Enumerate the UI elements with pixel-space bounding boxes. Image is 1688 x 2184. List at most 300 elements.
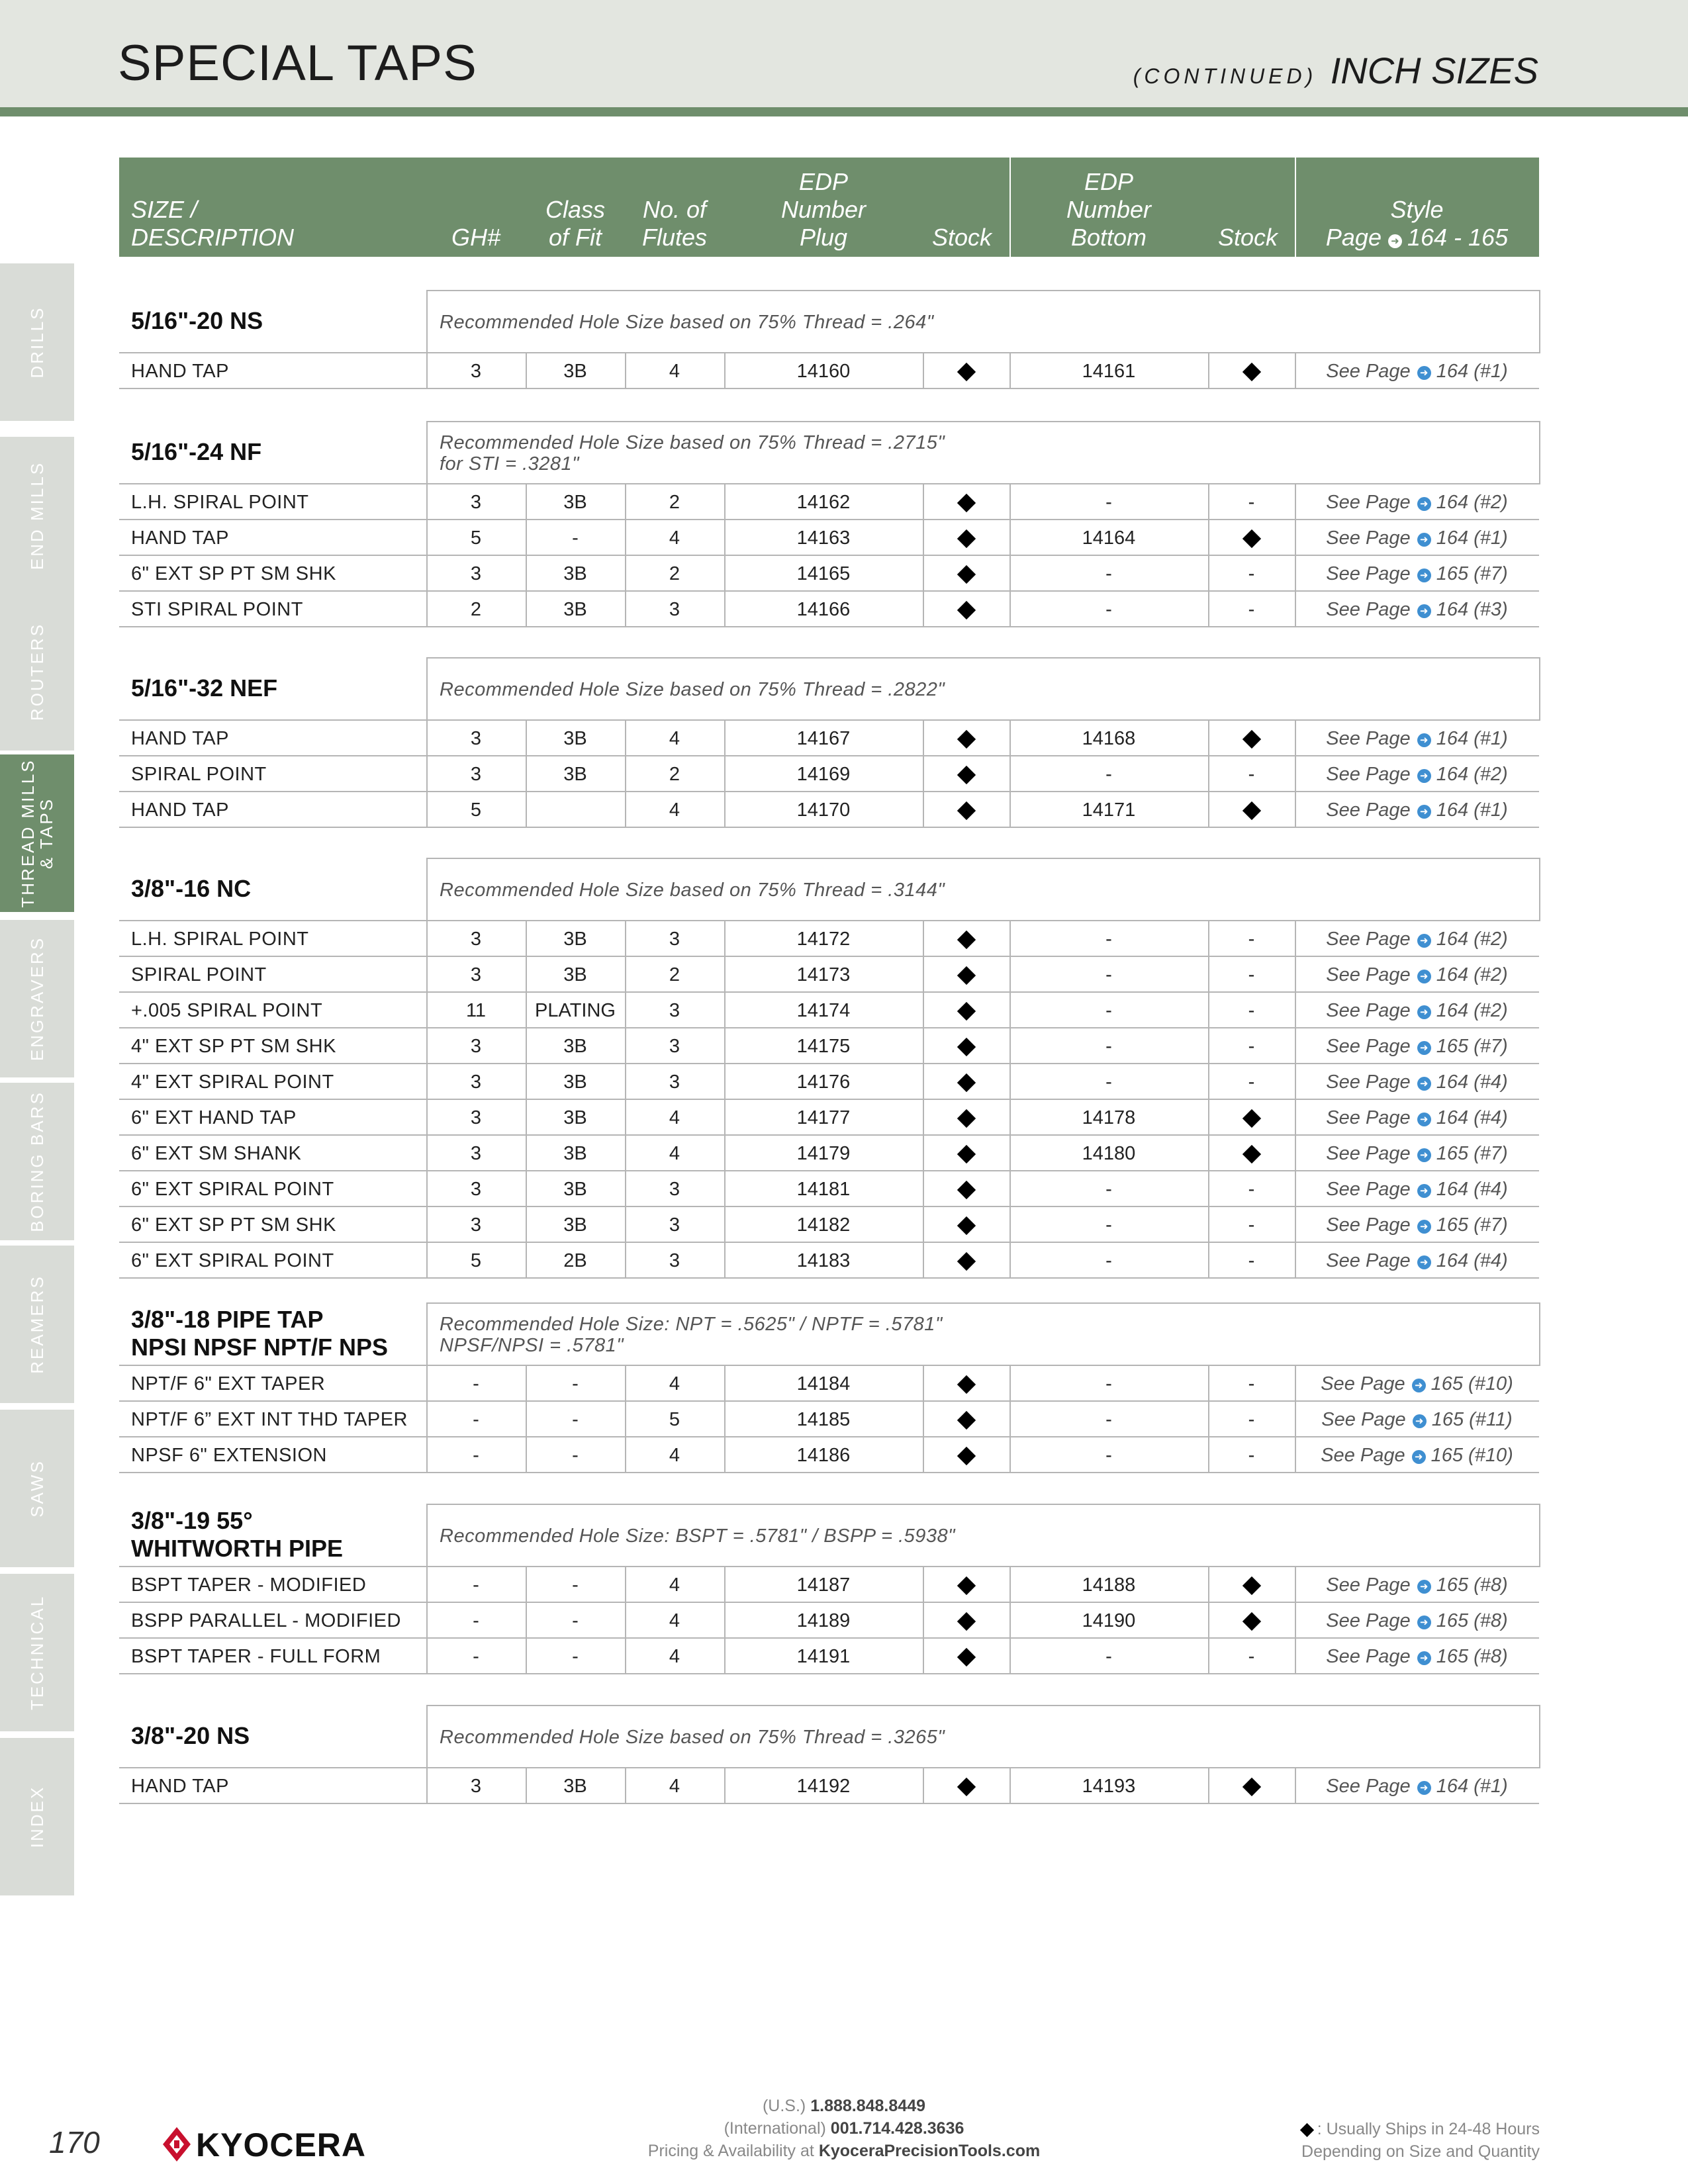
cell-style-ref — [1295, 592, 1539, 626]
style-page-ref[interactable]: 164 (#2) — [1436, 929, 1508, 950]
cell-edp-bottom: - — [1105, 1071, 1112, 1093]
side-tab-reamers[interactable] — [0, 1246, 74, 1403]
cell-edp-plug: 14186 — [796, 1445, 851, 1466]
cell-style-ref — [1295, 756, 1539, 791]
in-stock-diamond-icon — [957, 1216, 975, 1235]
cell-edp-bottom: - — [1105, 492, 1112, 513]
cell-edp-bottom: - — [1105, 1000, 1112, 1021]
cell-stock-plug — [923, 1768, 1009, 1803]
in-stock-diamond-icon — [957, 1002, 975, 1021]
cell-description: SPIRAL POINT — [131, 964, 267, 985]
cell-edp-bottom: 14161 — [1082, 361, 1136, 382]
table-row — [119, 719, 1539, 755]
cell-flute-count: 3 — [669, 929, 680, 950]
side-tab-label: INDEX — [27, 1785, 47, 1848]
style-page-ref[interactable]: 165 (#8) — [1436, 1646, 1508, 1667]
arrow-right-icon: ➜ — [1417, 569, 1431, 582]
style-page-ref[interactable]: 164 (#2) — [1436, 764, 1508, 785]
col-edp-bottom-line2: Number — [1066, 196, 1152, 223]
side-tab-label: ROUTERS — [27, 622, 47, 721]
cell-stock-plug — [923, 1028, 1009, 1063]
side-tab-drills[interactable] — [0, 263, 74, 421]
cell-gh-number: - — [473, 1646, 479, 1667]
in-stock-diamond-icon — [1242, 1612, 1260, 1631]
arrow-right-icon: ➜ — [1417, 1184, 1431, 1198]
cell-stock-plug — [923, 520, 1009, 555]
cell-gh-number: 3 — [470, 1214, 482, 1236]
cell-style-ref — [1295, 1243, 1539, 1277]
cell-edp-plug: 14185 — [796, 1409, 851, 1430]
cell-flute-count: 4 — [669, 1445, 680, 1466]
side-tab-label-line2: & TAPS — [36, 797, 56, 870]
table-row — [119, 483, 1539, 519]
col-gh-header: GH# — [451, 224, 501, 251]
cell-edp-plug: 14167 — [796, 728, 851, 749]
arrow-right-icon: ➜ — [1417, 805, 1431, 819]
arrow-right-icon: ➜ — [1417, 497, 1431, 511]
col-edp-plug-header — [724, 168, 923, 251]
cell-class-of-fit: 3B — [563, 1776, 587, 1797]
section-title-line: 5/16"-24 NF — [131, 438, 262, 465]
us-phone[interactable]: 1.888.848.8449 — [810, 2097, 925, 2115]
cell-edp-bottom: 14193 — [1082, 1776, 1136, 1797]
see-page-label: See Page — [1326, 563, 1411, 584]
cell-edp-plug: 14181 — [796, 1179, 851, 1200]
arrow-right-icon: ➜ — [1417, 1148, 1431, 1162]
cell-stock-plug — [923, 993, 1009, 1027]
cell-stock-plug — [923, 592, 1009, 626]
section-title — [131, 674, 277, 702]
recommended-hole-size-line: Recommended Hole Size based on 75% Thread = .2715" — [440, 432, 945, 453]
cell-gh-number: 3 — [470, 964, 482, 985]
col-class-line2: of Fit — [548, 224, 602, 251]
side-tab-saws[interactable] — [0, 1410, 74, 1567]
cell-description: BSPT TAPER - FULL FORM — [131, 1646, 381, 1667]
cell-class-of-fit: 3B — [563, 1071, 587, 1093]
cell-style-ref — [1295, 1366, 1539, 1400]
cell-stock-bottom: - — [1248, 1250, 1255, 1271]
table-row — [119, 1134, 1539, 1170]
cell-style-ref — [1295, 721, 1539, 755]
style-page-ref[interactable]: 164 (#2) — [1436, 964, 1508, 985]
arrow-right-icon: ➜ — [1388, 234, 1402, 248]
style-page-ref[interactable]: 164 (#1) — [1436, 361, 1508, 382]
cell-gh-number: 3 — [470, 728, 482, 749]
cell-flute-count: 3 — [669, 1179, 680, 1200]
style-page-ref[interactable]: 165 (#11) — [1431, 1409, 1513, 1430]
cell-style-ref — [1295, 1768, 1539, 1803]
side-tab-label: END MILLS — [27, 461, 47, 570]
cell-edp-bottom: 14164 — [1082, 527, 1136, 549]
cell-gh-number: 3 — [470, 361, 482, 382]
style-page-ref[interactable]: 165 (#10) — [1430, 1373, 1513, 1394]
cell-edp-plug: 14177 — [796, 1107, 851, 1128]
side-tab-index[interactable] — [0, 1738, 74, 1895]
side-tab-boring-bars[interactable] — [0, 1083, 74, 1240]
cell-stock-plug — [923, 792, 1009, 827]
in-stock-diamond-icon — [957, 1038, 975, 1056]
cell-edp-bottom: - — [1105, 764, 1112, 785]
style-page-ref[interactable]: 164 (#1) — [1436, 527, 1508, 549]
cell-gh-number: 3 — [470, 929, 482, 950]
style-page-ref[interactable]: 165 (#7) — [1436, 563, 1508, 584]
cell-description: SPIRAL POINT — [131, 764, 267, 785]
recommended-hole-size-text — [440, 1727, 945, 1748]
see-page-label: See Page — [1326, 728, 1411, 749]
inch-sizes-label: INCH SIZES — [1330, 50, 1538, 91]
in-stock-diamond-icon — [957, 1252, 975, 1271]
cell-style-ref — [1295, 556, 1539, 590]
recommended-hole-size-line: for STI = .3281" — [440, 453, 579, 475]
style-page-ref[interactable]: 164 (#4) — [1436, 1107, 1508, 1128]
cell-edp-plug: 14175 — [796, 1036, 851, 1057]
header-rule — [0, 107, 1688, 116]
cell-stock-bottom: - — [1248, 563, 1255, 584]
cell-stock-bottom: - — [1248, 1373, 1255, 1394]
cell-gh-number: 3 — [470, 563, 482, 584]
section-title — [131, 307, 263, 335]
see-page-label: See Page — [1326, 1036, 1411, 1057]
side-tab-label: BORING BARS — [27, 1091, 47, 1232]
cell-style-ref — [1295, 1171, 1539, 1206]
cell-edp-bottom: - — [1105, 1214, 1112, 1236]
in-stock-diamond-icon — [1242, 801, 1260, 820]
in-stock-diamond-icon — [1242, 1145, 1260, 1163]
style-page-ref[interactable]: 164 (#4) — [1436, 1250, 1508, 1271]
arrow-right-icon: ➜ — [1417, 1651, 1431, 1665]
cell-stock-plug — [923, 1366, 1009, 1400]
cell-flute-count: 4 — [669, 728, 680, 749]
col-edp-bottom-header — [1009, 168, 1208, 251]
cell-style-ref — [1295, 353, 1539, 388]
style-page-ref[interactable]: 164 (#4) — [1436, 1071, 1508, 1093]
table-row — [119, 1027, 1539, 1063]
in-stock-diamond-icon — [957, 529, 975, 548]
cell-description: L.H. SPIRAL POINT — [131, 929, 309, 950]
cell-description: 6" EXT SP PT SM SHK — [131, 1214, 336, 1236]
cell-description: L.H. SPIRAL POINT — [131, 492, 309, 513]
cell-stock-bottom — [1208, 1567, 1295, 1602]
cell-flute-count: 4 — [669, 361, 680, 382]
see-page-label: See Page — [1321, 1445, 1405, 1466]
tap-rows — [119, 1365, 1539, 1473]
cell-flute-count: 4 — [669, 527, 680, 549]
cell-stock-plug — [923, 484, 1009, 519]
cell-edp-bottom: - — [1105, 1036, 1112, 1057]
cell-flute-count: 4 — [669, 1646, 680, 1667]
cell-style-ref — [1295, 1402, 1539, 1436]
cell-stock-bottom: - — [1248, 929, 1255, 950]
intl-label: (International) — [724, 2119, 826, 2138]
cell-class-of-fit: - — [572, 1574, 579, 1596]
in-stock-diamond-icon — [957, 931, 975, 949]
table-row — [119, 1400, 1539, 1436]
section-title-line: NPSI NPSF NPT/F NPS — [131, 1334, 389, 1361]
see-page-label: See Page — [1326, 764, 1411, 785]
side-tab-label: ENGRAVERS — [27, 936, 47, 1062]
style-page-ref[interactable]: 165 (#7) — [1436, 1036, 1508, 1057]
tap-rows — [119, 920, 1539, 1279]
style-page-ref[interactable]: 165 (#10) — [1430, 1445, 1513, 1466]
in-stock-diamond-icon — [957, 730, 975, 749]
cell-class-of-fit: 3B — [563, 764, 587, 785]
cell-edp-plug: 14183 — [796, 1250, 851, 1271]
cell-edp-plug: 14162 — [796, 492, 851, 513]
cell-class-of-fit: 2B — [563, 1250, 587, 1271]
cell-stock-plug — [923, 957, 1009, 991]
cell-edp-plug: 14160 — [796, 361, 851, 382]
see-page-label: See Page — [1326, 1610, 1411, 1631]
cell-flute-count: 3 — [669, 1000, 680, 1021]
in-stock-diamond-icon — [1242, 1576, 1260, 1595]
in-stock-diamond-icon — [1242, 730, 1260, 749]
section-title-line: 5/16"-20 NS — [131, 307, 263, 334]
cell-style-ref — [1295, 792, 1539, 827]
cell-gh-number: 3 — [470, 1071, 482, 1093]
recommended-hole-size — [426, 421, 1540, 484]
cell-stock-plug — [923, 1402, 1009, 1436]
in-stock-diamond-icon — [957, 601, 975, 619]
cell-flute-count: 3 — [669, 599, 680, 620]
section-title — [131, 1306, 388, 1361]
cell-stock-bottom: - — [1248, 492, 1255, 513]
cell-stock-plug — [923, 1064, 1009, 1099]
see-page-label: See Page — [1321, 1409, 1406, 1430]
tap-rows — [119, 483, 1539, 627]
table-header — [119, 158, 1539, 257]
style-page-ref[interactable]: 164 (#2) — [1436, 1000, 1508, 1021]
cell-gh-number: - — [473, 1409, 479, 1430]
cell-gh-number: 3 — [470, 764, 482, 785]
see-page-label: See Page — [1326, 361, 1411, 382]
cell-style-ref — [1295, 1136, 1539, 1170]
cell-style-ref — [1295, 957, 1539, 991]
in-stock-diamond-icon — [957, 363, 975, 381]
col-class-header — [526, 196, 625, 251]
side-tab-label — [19, 758, 56, 907]
cell-stock-plug — [923, 353, 1009, 388]
see-page-label: See Page — [1326, 964, 1411, 985]
arrow-right-icon: ➜ — [1417, 1041, 1431, 1055]
cell-flute-count: 2 — [669, 764, 680, 785]
side-tab-thread-mills-taps[interactable] — [0, 754, 74, 912]
col-edp-bottom-line3: Bottom — [1070, 224, 1147, 251]
style-page-ref[interactable]: 164 (#4) — [1436, 1179, 1508, 1200]
see-page-label: See Page — [1326, 1143, 1411, 1164]
cell-style-ref — [1295, 1437, 1539, 1472]
arrow-right-icon: ➜ — [1417, 604, 1431, 618]
arrow-right-icon: ➜ — [1417, 1113, 1431, 1126]
in-stock-diamond-icon — [1242, 529, 1260, 548]
us-phone-line — [0, 2095, 1688, 2117]
cell-edp-bottom: 14168 — [1082, 728, 1136, 749]
see-page-label: See Page — [1326, 1574, 1411, 1596]
page-subtitle — [1133, 49, 1538, 92]
side-tab-routers[interactable] — [0, 593, 74, 751]
cell-gh-number: 11 — [465, 1000, 487, 1021]
cell-stock-bottom — [1208, 721, 1295, 755]
cell-stock-bottom: - — [1248, 1036, 1255, 1057]
recommended-hole-size — [426, 657, 1540, 721]
cell-stock-plug — [923, 1243, 1009, 1277]
cell-description: +.005 SPIRAL POINT — [131, 1000, 323, 1021]
style-page-ref[interactable]: 164 (#3) — [1436, 599, 1508, 620]
section-title — [131, 438, 261, 466]
style-page-ref[interactable]: 164 (#1) — [1436, 1776, 1508, 1797]
cell-edp-bottom: - — [1105, 1409, 1112, 1430]
cell-class-of-fit: - — [572, 1409, 579, 1430]
style-page-ref[interactable]: 164 (#2) — [1436, 492, 1508, 513]
section-title-line: 3/8"-19 55° — [131, 1507, 253, 1534]
arrow-right-icon: ➜ — [1417, 1077, 1431, 1091]
cell-class-of-fit: 3B — [563, 1214, 587, 1236]
cell-description: STI SPIRAL POINT — [131, 599, 303, 620]
in-stock-diamond-icon — [957, 1411, 975, 1430]
stock-diamond-icon — [1300, 2123, 1314, 2137]
see-page-label: See Page — [1326, 1646, 1411, 1667]
cell-stock-plug — [923, 556, 1009, 590]
style-page-ref[interactable]: 164 (#1) — [1436, 799, 1508, 821]
cell-description: 6" EXT SP PT SM SHK — [131, 563, 336, 584]
see-page-label: See Page — [1326, 1179, 1411, 1200]
col-style-line1: Style — [1390, 196, 1444, 223]
cell-class-of-fit: - — [572, 1373, 579, 1394]
cell-flute-count: 3 — [669, 1250, 680, 1271]
side-tab-technical[interactable] — [0, 1574, 74, 1731]
website-link[interactable]: KyoceraPrecisionTools.com — [818, 2142, 1041, 2160]
in-stock-diamond-icon — [1242, 1778, 1260, 1796]
cell-edp-plug: 14189 — [796, 1610, 851, 1631]
continued-label: (CONTINUED) — [1133, 64, 1317, 88]
cell-class-of-fit: 3B — [563, 964, 587, 985]
arrow-right-icon: ➜ — [1417, 769, 1431, 783]
col-style-header — [1295, 196, 1539, 251]
cell-gh-number: - — [473, 1610, 479, 1631]
col-stock2-header: Stock — [1218, 224, 1278, 251]
col-class-line1: Class — [545, 196, 606, 223]
recommended-hole-size-line: Recommended Hole Size: NPT = .5625" / NPTF = .5781" — [440, 1314, 943, 1335]
cell-stock-plug — [923, 1603, 1009, 1637]
cell-description: NPT/F 6” EXT INT THD TAPER — [131, 1409, 408, 1430]
side-tab-label: DRILLS — [27, 306, 47, 379]
cell-gh-number: 3 — [470, 1179, 482, 1200]
cell-edp-bottom: 14171 — [1082, 799, 1136, 821]
cell-style-ref — [1295, 1028, 1539, 1063]
cell-stock-bottom: - — [1248, 1179, 1255, 1200]
see-page-label: See Page — [1326, 799, 1411, 821]
cell-flute-count: 4 — [669, 1373, 680, 1394]
cell-gh-number: - — [473, 1574, 479, 1596]
style-page-ref[interactable]: 165 (#8) — [1436, 1610, 1508, 1631]
cell-edp-plug: 14173 — [796, 964, 851, 985]
cell-edp-plug: 14184 — [796, 1373, 851, 1394]
recommended-hole-size-line: Recommended Hole Size based on 75% Thread = .3265" — [440, 1727, 945, 1748]
col-stock1-header: Stock — [932, 224, 992, 251]
cell-flute-count: 4 — [669, 1610, 680, 1631]
section-title — [131, 875, 251, 903]
cell-gh-number: 2 — [470, 599, 482, 620]
cell-style-ref — [1295, 1603, 1539, 1637]
style-page-ref[interactable]: 164 (#1) — [1436, 728, 1508, 749]
recommended-hole-size — [426, 1302, 1540, 1366]
style-page-ref[interactable]: 165 (#8) — [1436, 1574, 1508, 1596]
intl-phone[interactable]: 001.714.428.3636 — [830, 2119, 964, 2138]
cell-gh-number: 3 — [470, 1143, 482, 1164]
cell-flute-count: 4 — [669, 1776, 680, 1797]
side-tab-end-mills[interactable] — [0, 437, 74, 594]
style-page-ref[interactable]: 165 (#7) — [1436, 1214, 1508, 1236]
cell-stock-plug — [923, 721, 1009, 755]
cell-style-ref — [1295, 1100, 1539, 1134]
recommended-hole-size-text — [440, 880, 945, 901]
in-stock-diamond-icon — [957, 1109, 975, 1128]
arrow-right-icon: ➜ — [1417, 934, 1431, 948]
in-stock-diamond-icon — [957, 565, 975, 584]
col-flutes-line1: No. of — [642, 196, 707, 223]
cell-edp-bottom: - — [1105, 563, 1112, 584]
in-stock-diamond-icon — [957, 801, 975, 820]
style-page-ref[interactable]: 165 (#7) — [1436, 1143, 1508, 1164]
recommended-hole-size-text — [440, 1314, 943, 1356]
side-tab-label: TECHNICAL — [27, 1594, 47, 1711]
cell-stock-plug — [923, 1207, 1009, 1242]
col-style-page-label: Page — [1325, 224, 1382, 251]
legend-line2: Depending on Size and Quantity — [1301, 2142, 1540, 2161]
cell-edp-bottom: - — [1105, 1646, 1112, 1667]
section-title-line: 3/8"-16 NC — [131, 875, 252, 902]
cell-style-ref — [1295, 484, 1539, 519]
see-page-label: See Page — [1326, 1107, 1411, 1128]
recommended-hole-size-line: NPSF/NPSI = .5781" — [440, 1335, 624, 1356]
table-row — [119, 519, 1539, 555]
cell-description: 6" EXT SPIRAL POINT — [131, 1179, 334, 1200]
in-stock-diamond-icon — [957, 1447, 975, 1465]
cell-edp-bottom: - — [1105, 599, 1112, 620]
cell-description: HAND TAP — [131, 728, 229, 749]
cell-edp-bottom: - — [1105, 1373, 1112, 1394]
side-tab-engravers[interactable] — [0, 920, 74, 1077]
cell-class-of-fit: PLATING — [535, 1000, 616, 1021]
cell-class-of-fit: 3B — [563, 929, 587, 950]
table-row — [119, 555, 1539, 590]
recommended-hole-size-text — [440, 679, 945, 700]
cell-gh-number: - — [473, 1373, 479, 1394]
cell-description: HAND TAP — [131, 527, 229, 549]
cell-edp-bottom: - — [1105, 964, 1112, 985]
tap-rows — [119, 1767, 1539, 1804]
cell-edp-plug: 14170 — [796, 799, 851, 821]
cell-flute-count: 4 — [669, 1107, 680, 1128]
cell-class-of-fit: 3B — [563, 563, 587, 584]
see-page-label: See Page — [1326, 1250, 1411, 1271]
cell-style-ref — [1295, 993, 1539, 1027]
cell-flute-count: 3 — [669, 1214, 680, 1236]
arrow-right-icon: ➜ — [1412, 1379, 1426, 1392]
legend-line1-row — [1301, 2118, 1540, 2140]
table-row — [119, 791, 1539, 828]
recommended-hole-size-line: Recommended Hole Size: BSPT = .5781" / BSPP = .5938" — [440, 1525, 955, 1547]
cell-class-of-fit: - — [572, 1445, 579, 1466]
cell-stock-bottom: - — [1248, 1646, 1255, 1667]
cell-edp-bottom: - — [1105, 929, 1112, 950]
cell-stock-bottom: - — [1248, 1409, 1255, 1430]
cell-edp-plug: 14187 — [796, 1574, 851, 1596]
table-row — [119, 1767, 1539, 1804]
cell-flute-count: 2 — [669, 964, 680, 985]
cell-class-of-fit: 3B — [563, 1179, 587, 1200]
see-page-label: See Page — [1326, 527, 1411, 549]
cell-class-of-fit: - — [572, 1646, 579, 1667]
